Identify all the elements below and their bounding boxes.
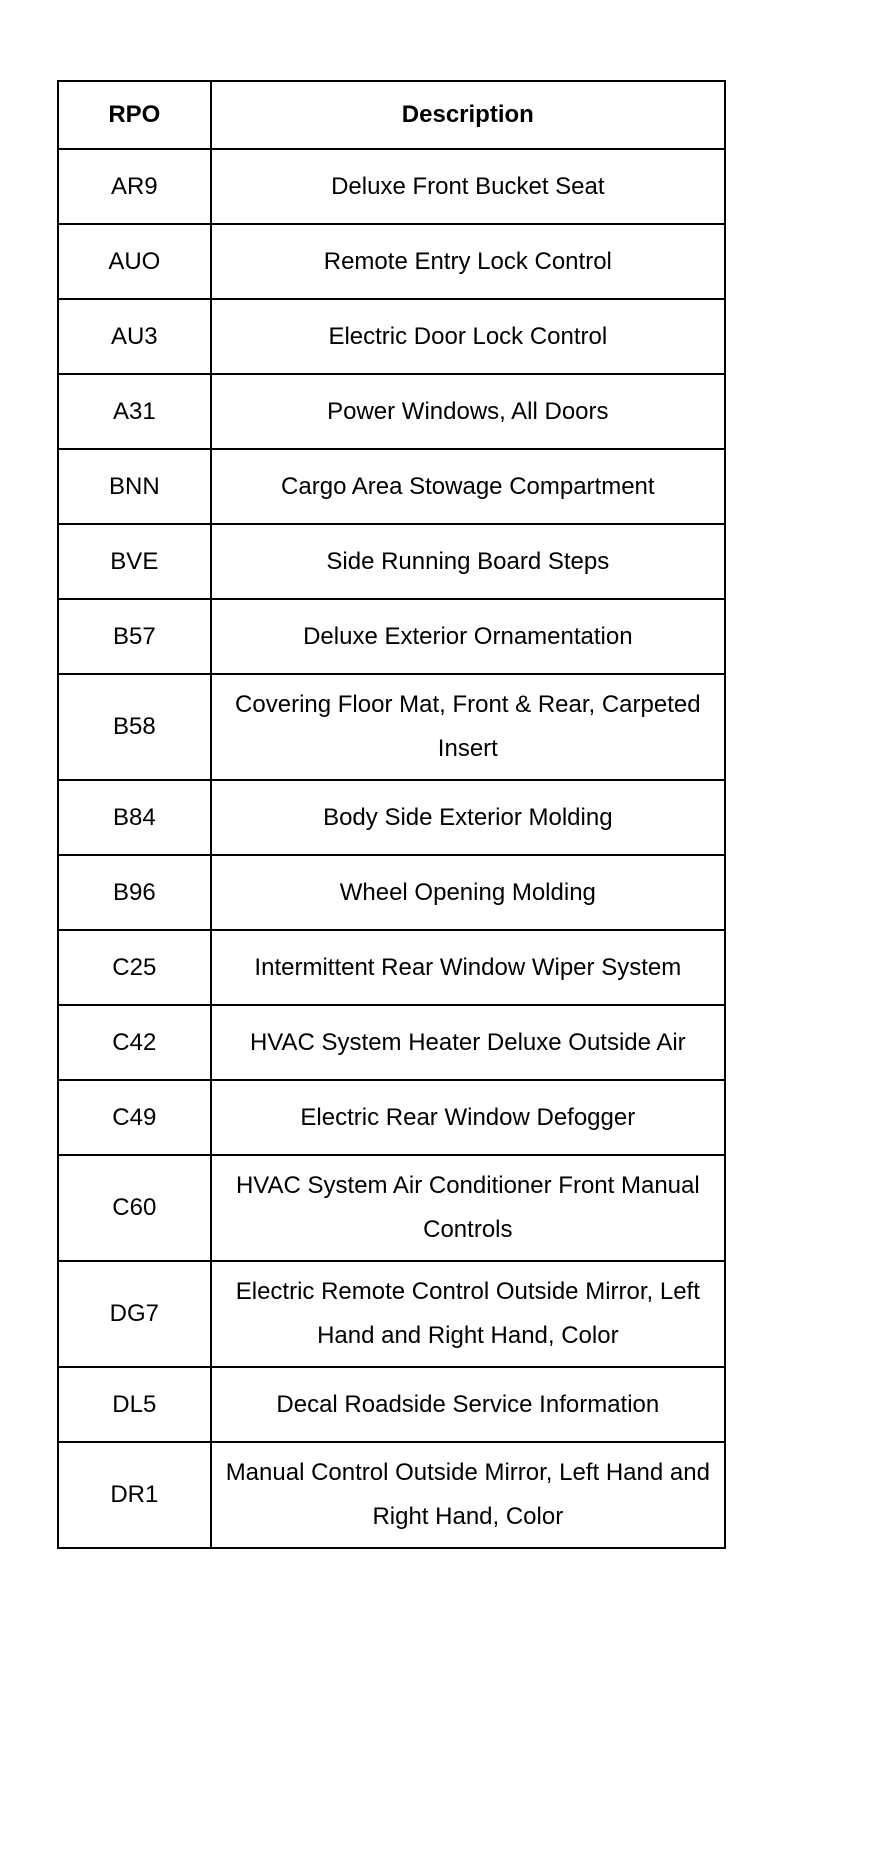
- header-rpo: RPO: [58, 81, 211, 149]
- table-row: [58, 224, 725, 299]
- table-row: [58, 1155, 725, 1261]
- description-cell: Power Windows, All Doors: [211, 374, 725, 449]
- rpo-code-cell: AUO: [58, 224, 211, 299]
- table-body: [58, 149, 725, 1548]
- table-row: [58, 149, 725, 224]
- rpo-code-cell: C60: [58, 1155, 211, 1261]
- table-row: [58, 299, 725, 374]
- header-description: Description: [211, 81, 725, 149]
- rpo-code-cell: C49: [58, 1080, 211, 1155]
- description-cell: Wheel Opening Molding: [211, 855, 725, 930]
- description-cell: Body Side Exterior Molding: [211, 780, 725, 855]
- table-row: [58, 1442, 725, 1548]
- rpo-code-cell: B57: [58, 599, 211, 674]
- table-row: [58, 780, 725, 855]
- rpo-code-cell: AU3: [58, 299, 211, 374]
- description-cell: Deluxe Exterior Ornamentation: [211, 599, 725, 674]
- description-cell: Cargo Area Stowage Compartment: [211, 449, 725, 524]
- table-row: [58, 1261, 725, 1367]
- rpo-code-cell: A31: [58, 374, 211, 449]
- rpo-code-cell: DL5: [58, 1367, 211, 1442]
- description-cell: Covering Floor Mat, Front & Rear, Carpeted Insert: [211, 674, 725, 780]
- table-row: [58, 855, 725, 930]
- table-row: [58, 930, 725, 1005]
- rpo-code-cell: AR9: [58, 149, 211, 224]
- table-header: [58, 81, 725, 149]
- description-cell: Electric Door Lock Control: [211, 299, 725, 374]
- description-cell: Electric Rear Window Defogger: [211, 1080, 725, 1155]
- table-row: [58, 1005, 725, 1080]
- header-row: [58, 81, 725, 149]
- description-cell: Decal Roadside Service Information: [211, 1367, 725, 1442]
- table-row: [58, 1367, 725, 1442]
- description-cell: Deluxe Front Bucket Seat: [211, 149, 725, 224]
- table-row: [58, 374, 725, 449]
- table-row: [58, 674, 725, 780]
- rpo-code-cell: DG7: [58, 1261, 211, 1367]
- rpo-code-cell: BVE: [58, 524, 211, 599]
- rpo-code-cell: DR1: [58, 1442, 211, 1548]
- description-cell: Manual Control Outside Mirror, Left Hand and Right Hand, Color: [211, 1442, 725, 1548]
- description-cell: Intermittent Rear Window Wiper System: [211, 930, 725, 1005]
- description-cell: Remote Entry Lock Control: [211, 224, 725, 299]
- description-cell: HVAC System Heater Deluxe Outside Air: [211, 1005, 725, 1080]
- description-cell: HVAC System Air Conditioner Front Manual Controls: [211, 1155, 725, 1261]
- table-row: [58, 524, 725, 599]
- table-row: [58, 449, 725, 524]
- description-cell: Side Running Board Steps: [211, 524, 725, 599]
- rpo-code-cell: B58: [58, 674, 211, 780]
- table-row: [58, 599, 725, 674]
- rpo-code-cell: C25: [58, 930, 211, 1005]
- description-cell: Electric Remote Control Outside Mirror, Left Hand and Right Hand, Color: [211, 1261, 725, 1367]
- rpo-code-cell: C42: [58, 1005, 211, 1080]
- rpo-code-cell: BNN: [58, 449, 211, 524]
- rpo-code-cell: B96: [58, 855, 211, 930]
- rpo-table: [57, 80, 726, 1549]
- table-row: [58, 1080, 725, 1155]
- rpo-code-cell: B84: [58, 780, 211, 855]
